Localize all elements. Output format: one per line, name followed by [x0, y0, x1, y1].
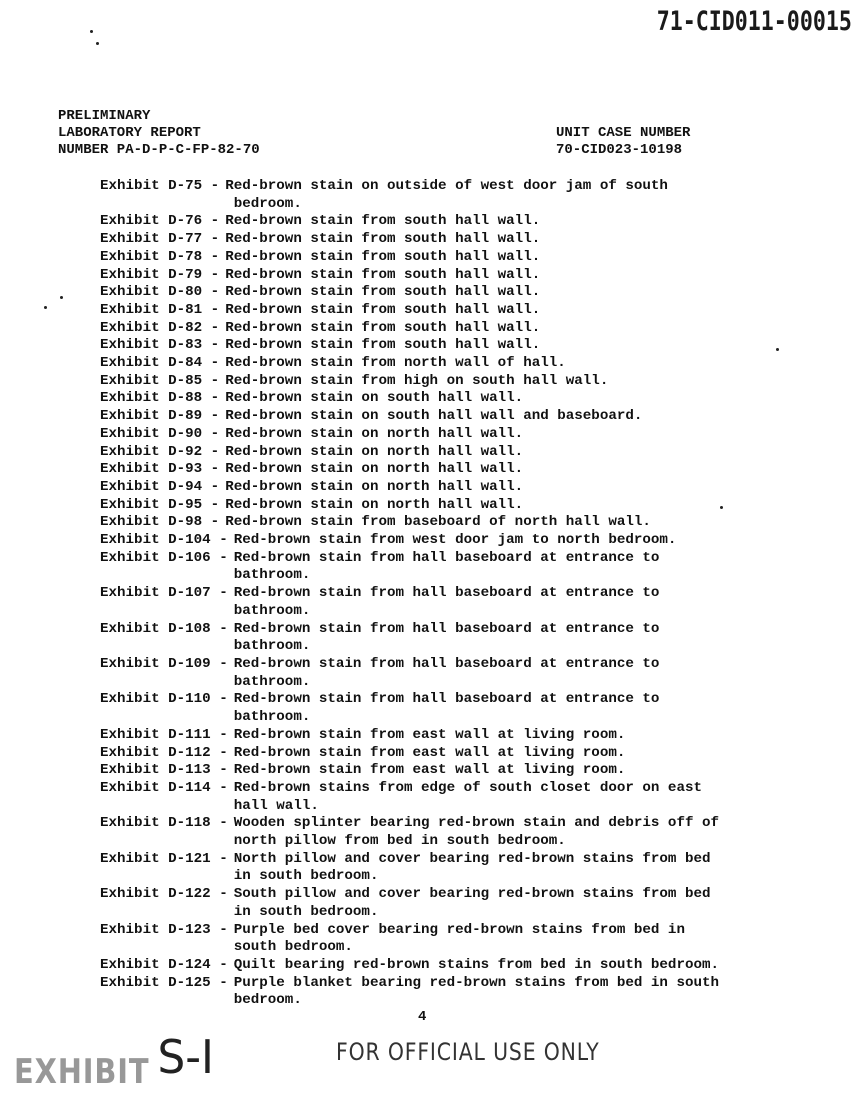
exhibit-description: Red-brown stain from south hall wall.: [225, 231, 541, 248]
exhibit-description: Purple bed cover bearing red-brown stains from bed in south bedroom.: [233, 921, 685, 956]
exhibit-entry: [100, 408, 800, 426]
exhibit-description: Red-brown stain on north hall wall.: [225, 425, 524, 442]
header-line-report-number: NUMBER PA-D-P-C-FP-82-70: [58, 142, 260, 158]
exhibit-entry: [100, 231, 800, 249]
exhibit-entry: [100, 514, 800, 532]
exhibit-label: Exhibit D-124 -: [100, 956, 228, 973]
header-line-unit-case-number: 70-CID023-10198: [556, 142, 683, 158]
exhibit-label: Exhibit D-92 -: [100, 443, 220, 460]
exhibit-description: Red-brown stain from high on south hall wall.: [225, 372, 609, 389]
exhibit-description: Red-brown stain on north hall wall.: [225, 461, 524, 478]
scan-speck: [44, 306, 47, 309]
exhibit-entry: [100, 461, 800, 479]
exhibit-description: Red-brown stain from west door jam to north bedroom.: [233, 532, 677, 549]
exhibit-description: Wooden splinter bearing red-brown stain and debris off of north pillow from bed in south bedroom.: [233, 815, 720, 850]
exhibit-entry: [100, 691, 800, 726]
exhibit-entry: [100, 249, 800, 267]
exhibit-entry: [100, 373, 800, 391]
report-header-left: [58, 108, 260, 159]
exhibit-label: Exhibit D-118 -: [100, 815, 228, 832]
exhibit-entry: [100, 532, 800, 550]
exhibit-label: Exhibit D-108 -: [100, 620, 228, 637]
exhibit-label: Exhibit D-107 -: [100, 585, 228, 602]
exhibit-label: Exhibit D-122 -: [100, 886, 228, 903]
exhibit-description: Red-brown stain from south hall wall.: [225, 248, 541, 265]
exhibit-label: Exhibit D-79 -: [100, 266, 220, 283]
exhibit-label: Exhibit D-121 -: [100, 850, 228, 867]
exhibit-description: Purple blanket bearing red-brown stains from bed in south bedroom.: [233, 974, 720, 1009]
exhibit-label: Exhibit D-85 -: [100, 372, 220, 389]
exhibit-entry: [100, 815, 800, 850]
exhibit-list: [100, 178, 800, 1010]
exhibit-entry: [100, 178, 800, 213]
exhibit-entry: [100, 390, 800, 408]
scan-speck: [776, 348, 779, 351]
exhibit-entry: [100, 621, 800, 656]
exhibit-description: Red-brown stain on south hall wall and baseboard.: [225, 408, 643, 425]
exhibit-entry: [100, 267, 800, 285]
exhibit-description: Red-brown stain from south hall wall.: [225, 301, 541, 318]
exhibit-description: Red-brown stain from south hall wall.: [225, 319, 541, 336]
exhibit-label: Exhibit D-88 -: [100, 390, 220, 407]
exhibit-description: Quilt bearing red-brown stains from bed in south bedroom.: [233, 956, 720, 973]
exhibit-label: Exhibit D-110 -: [100, 691, 228, 708]
exhibit-description: Red-brown stain from east wall at living room.: [233, 744, 626, 761]
exhibit-label: Exhibit D-94 -: [100, 478, 220, 495]
exhibit-label: Exhibit D-112 -: [100, 744, 228, 761]
exhibit-entry: [100, 851, 800, 886]
exhibit-entry: [100, 780, 800, 815]
exhibit-description: Red-brown stain from hall baseboard at entrance to bathroom.: [233, 549, 660, 584]
exhibit-entry: [100, 550, 800, 585]
exhibit-entry: [100, 213, 800, 231]
exhibit-stamp: EXHIBIT: [14, 1052, 150, 1092]
exhibit-description: Red-brown stains from edge of south closet door on east hall wall.: [233, 779, 702, 814]
document-id-stamp: 71-CID011-00015: [656, 6, 852, 37]
exhibit-description: Red-brown stain on north hall wall.: [225, 443, 524, 460]
exhibit-label: Exhibit D-80 -: [100, 284, 220, 301]
exhibit-description: Red-brown stain from hall baseboard at entrance to bathroom.: [233, 620, 660, 655]
exhibit-entry: [100, 762, 800, 780]
exhibit-description: Red-brown stain from south hall wall.: [225, 266, 541, 283]
exhibit-entry: [100, 426, 800, 444]
exhibit-label: Exhibit D-83 -: [100, 337, 220, 354]
exhibit-description: Red-brown stain on north hall wall.: [225, 496, 524, 513]
exhibit-entry: [100, 745, 800, 763]
exhibit-description: Red-brown stain from south hall wall.: [225, 213, 541, 230]
exhibit-entry: [100, 922, 800, 957]
exhibit-description: Red-brown stain from south hall wall.: [225, 284, 541, 301]
exhibit-description: Red-brown stain from north wall of hall.: [225, 355, 566, 372]
exhibit-label: Exhibit D-98 -: [100, 514, 220, 531]
exhibit-label: Exhibit D-84 -: [100, 355, 220, 372]
scan-speck: [720, 506, 723, 509]
exhibit-description: Red-brown stain on north hall wall.: [225, 478, 524, 495]
exhibit-description: Red-brown stain from east wall at living room.: [233, 726, 626, 743]
header-line-lab-report: LABORATORY REPORT: [58, 125, 201, 141]
exhibit-entry: [100, 320, 800, 338]
s1-stamp: S-I: [157, 1030, 214, 1084]
exhibit-entry: [100, 479, 800, 497]
exhibit-label: Exhibit D-113 -: [100, 762, 228, 779]
exhibit-description: South pillow and cover bearing red-brown stains from bed in south bedroom.: [233, 886, 711, 920]
exhibit-label: Exhibit D-76 -: [100, 213, 220, 230]
exhibit-entry: [100, 497, 800, 515]
exhibit-description: Red-brown stain on outside of west door jam of south bedroom.: [225, 178, 668, 212]
exhibit-description: Red-brown stain from east wall at living room.: [233, 762, 626, 779]
exhibit-entry: [100, 727, 800, 745]
exhibit-entry: [100, 355, 800, 373]
official-use-notice: FOR OFFICIAL USE ONLY: [336, 1038, 600, 1066]
exhibit-label: Exhibit D-114 -: [100, 779, 228, 796]
header-line-unit-case-label: UNIT CASE NUMBER: [556, 125, 691, 141]
exhibit-entry: [100, 656, 800, 691]
exhibit-description: Red-brown stain from south hall wall.: [225, 337, 541, 354]
exhibit-description: Red-brown stain from baseboard of north hall wall.: [225, 514, 651, 531]
exhibit-label: Exhibit D-95 -: [100, 496, 220, 513]
exhibit-label: Exhibit D-106 -: [100, 549, 228, 566]
exhibit-description: Red-brown stain on south hall wall.: [225, 390, 524, 407]
exhibit-label: Exhibit D-93 -: [100, 461, 220, 478]
exhibit-label: Exhibit D-125 -: [100, 974, 228, 991]
exhibit-label: Exhibit D-123 -: [100, 921, 228, 938]
exhibit-label: Exhibit D-78 -: [100, 248, 220, 265]
exhibit-label: Exhibit D-75 -: [100, 178, 220, 194]
exhibit-entry: [100, 284, 800, 302]
exhibit-label: Exhibit D-82 -: [100, 319, 220, 336]
report-header-right: [556, 125, 690, 159]
header-line-preliminary: PRELIMINARY: [58, 108, 151, 124]
exhibit-label: Exhibit D-109 -: [100, 655, 228, 672]
exhibit-description: Red-brown stain from hall baseboard at entrance to bathroom.: [233, 585, 660, 619]
exhibit-entry: [100, 957, 800, 975]
exhibit-label: Exhibit D-111 -: [100, 726, 228, 743]
exhibit-description: North pillow and cover bearing red-brown stains from bed in south bedroom.: [233, 850, 711, 885]
exhibit-description: Red-brown stain from hall baseboard at entrance to bathroom.: [233, 655, 660, 690]
exhibit-entry: [100, 302, 800, 320]
exhibit-label: Exhibit D-90 -: [100, 425, 220, 442]
exhibit-entry: [100, 585, 800, 620]
exhibit-label: Exhibit D-89 -: [100, 408, 220, 425]
page-number: 4: [418, 1009, 427, 1025]
exhibit-entry: [100, 444, 800, 462]
exhibit-entry: [100, 975, 800, 1010]
exhibit-label: Exhibit D-77 -: [100, 231, 220, 248]
exhibit-description: Red-brown stain from hall baseboard at entrance to bathroom.: [233, 691, 660, 726]
scan-speck: [90, 30, 93, 33]
exhibit-entry: [100, 337, 800, 355]
exhibit-label: Exhibit D-81 -: [100, 301, 220, 318]
scan-speck: [60, 296, 63, 299]
scan-speck: [96, 42, 99, 45]
exhibit-entry: [100, 886, 800, 921]
exhibit-label: Exhibit D-104 -: [100, 532, 228, 549]
